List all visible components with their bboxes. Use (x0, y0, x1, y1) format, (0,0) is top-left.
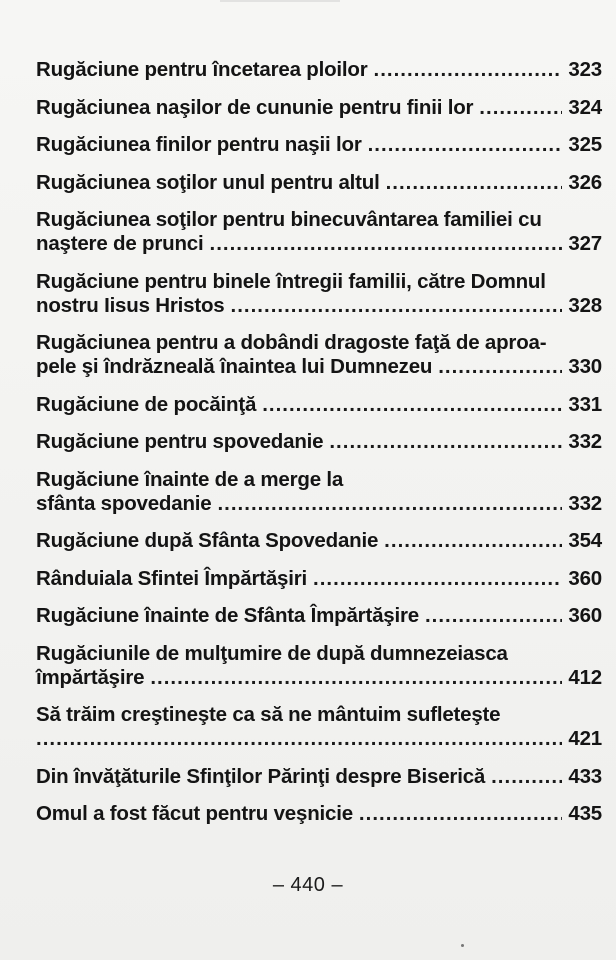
toc-entry (36, 802, 602, 826)
dot-leader (210, 232, 563, 256)
toc-entry-title: Rugăciune pentru spovedanie (36, 430, 324, 453)
dot-leader (231, 294, 563, 318)
toc-entry (36, 58, 602, 82)
toc-entry-title-line2: sfânta spovedanie (36, 491, 212, 515)
toc-entry-title: Rugăciunea soţilor unul pentru altul (36, 170, 380, 194)
toc-entry (36, 270, 602, 318)
toc-entry-title-line1: Rugăciunile de mulţumire de după dumnezeiasca (36, 641, 508, 665)
toc-entry (36, 430, 602, 454)
dot-leader (374, 58, 563, 82)
dot-leader (359, 802, 562, 826)
dot-leader (438, 355, 562, 379)
toc-entry-title-line2: naştere de prunci (36, 232, 204, 255)
toc-entry-page: 327 (568, 232, 602, 255)
toc-entry-page: 328 (568, 293, 602, 317)
toc-entry-page: 330 (568, 355, 602, 378)
dot-leader (262, 393, 562, 417)
toc-entry-title: Rânduiala Sfintei Împărtăşiri (36, 566, 308, 590)
toc-entry-title: Rugăciune pentru încetarea ploilor (36, 58, 368, 81)
toc-entry-title: Rugăciunea naşilor de cununie pentru finii lor (36, 95, 474, 119)
toc-entry (36, 604, 602, 628)
toc-entry-page: 324 (568, 95, 602, 119)
toc-entry (36, 642, 602, 690)
toc-entry-page: 360 (568, 604, 602, 627)
toc-entry-page: 325 (568, 133, 602, 156)
dot-leader (386, 171, 563, 195)
toc-entry-title-line1: Să trăim creştineşte ca să ne mântuim sufleteşte (36, 703, 501, 726)
toc-entry-title-line1: Rugăciune pentru binele întregii familii, către Domnul (36, 269, 546, 293)
toc-entry (36, 529, 602, 553)
toc-entry-title-line1: Rugăciunea pentru a dobândi dragoste faţă de aproa- (36, 331, 547, 354)
dot-leader (479, 96, 562, 120)
dot-leader (384, 529, 562, 553)
toc-entry-title: Rugăciune după Sfânta Spovedanie (36, 529, 379, 552)
toc-entry-page: 323 (568, 58, 602, 81)
toc-entry-page: 332 (568, 491, 602, 515)
toc-entry (36, 96, 602, 120)
dot-leader (313, 567, 562, 591)
toc-entry-title-line1: Rugăciune înainte de a merge la (36, 467, 344, 491)
toc-entry-page: 360 (568, 566, 602, 590)
toc-entry-title: Rugăciune de pocăinţă (36, 392, 257, 416)
toc-entry-title: Omul a fost făcut pentru veşnicie (36, 802, 353, 825)
toc-entry (36, 765, 602, 789)
dot-leader (329, 430, 562, 454)
toc-entry (36, 393, 602, 417)
dot-leader (150, 666, 562, 690)
toc-entry-page: 435 (568, 802, 602, 825)
toc-entry (36, 171, 602, 195)
toc-entry-title: Din învăţăturile Sfinţilor Părinţi despre Biserică (36, 764, 486, 788)
toc-entry-title-line2: nostru Iisus Hristos (36, 293, 225, 317)
toc-entry-page: 354 (568, 529, 602, 552)
toc-entry-page: 326 (568, 170, 602, 194)
toc-entry-title-line1: Rugăciunea soţilor pentru binecuvântarea familiei cu (36, 208, 542, 231)
top-edge-mark (220, 0, 340, 2)
toc-entry-page: 412 (568, 665, 602, 689)
toc-entry-page: 421 (568, 727, 602, 750)
toc-entry (36, 331, 602, 379)
toc-entry-title-line2: împărtăşire (36, 665, 145, 689)
dot-leader (491, 765, 562, 789)
paper-speck (461, 944, 464, 947)
toc-entry (36, 703, 602, 751)
toc-entry-title: Rugăciune înainte de Sfânta Împărtăşire (36, 604, 419, 627)
toc-entry (36, 567, 602, 591)
toc-entry-page: 331 (568, 392, 602, 416)
toc-entry-page: 433 (568, 764, 602, 788)
dot-leader (36, 727, 562, 751)
dot-leader (425, 604, 562, 628)
dot-leader (217, 492, 562, 516)
toc-entry-title-line2: pele şi îndrăzneală înaintea lui Dumnezeu (36, 355, 433, 378)
toc-entry (36, 208, 602, 256)
dot-leader (368, 133, 563, 157)
page-number: – 440 – (272, 874, 344, 896)
toc-entry-title: Rugăciunea finilor pentru naşii lor (36, 133, 362, 156)
table-of-contents (36, 58, 602, 840)
toc-entry (36, 468, 602, 516)
toc-entry-page: 332 (568, 430, 602, 453)
toc-entry (36, 133, 602, 157)
